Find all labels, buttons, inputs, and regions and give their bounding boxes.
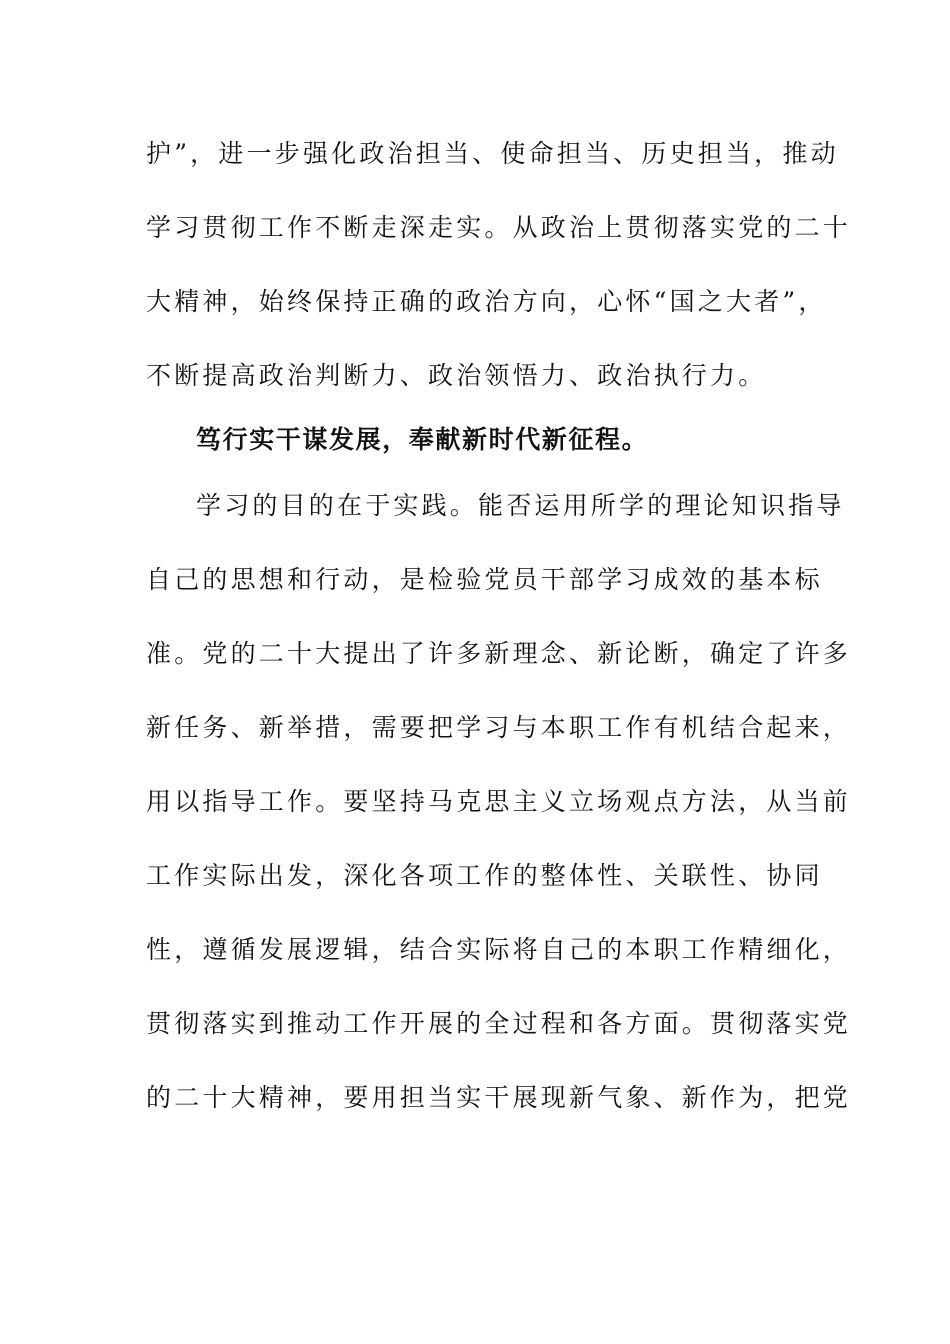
- paragraph-line: 用以指导工作。要坚持马克思主义立场观点方法，从当前: [146, 787, 852, 816]
- paragraph-line: 贯彻落实到推动工作开展的全过程和各方面。贯彻落实党: [146, 1009, 852, 1038]
- section-heading: 笃行实干谋发展，奉献新时代新征程。: [196, 425, 649, 454]
- paragraph-line: 护”，进一步强化政治担当、使命担当、历史担当，推动: [146, 139, 839, 168]
- paragraph-line: 准。党的二十大提出了许多新理念、新论断，确定了许多: [146, 639, 852, 668]
- paragraph-line: 不断提高政治判断力、政治领悟力、政治执行力。: [146, 361, 767, 390]
- paragraph-line: 工作实际出发，深化各项工作的整体性、关联性、协同: [146, 861, 823, 890]
- paragraph-line: 大精神，始终保持正确的政治方向，心怀“国之大者”，: [146, 287, 827, 316]
- paragraph-line: 学习贯彻工作不断走深走实。从政治上贯彻落实党的二十: [146, 213, 852, 242]
- paragraph-line: 新任务、新举措，需要把学习与本职工作有机结合起来，: [146, 713, 852, 742]
- paragraph-line: 性，遵循发展逻辑，结合实际将自己的本职工作精细化，: [146, 935, 852, 964]
- paragraph-line: 自己的思想和行动，是检验党员干部学习成效的基本标: [146, 565, 823, 594]
- paragraph-line: 学习的目的在于实践。能否运用所学的理论知识指导: [196, 491, 845, 520]
- paragraph-line: 的二十大精神，要用担当实干展现新气象、新作为，把党: [146, 1083, 852, 1112]
